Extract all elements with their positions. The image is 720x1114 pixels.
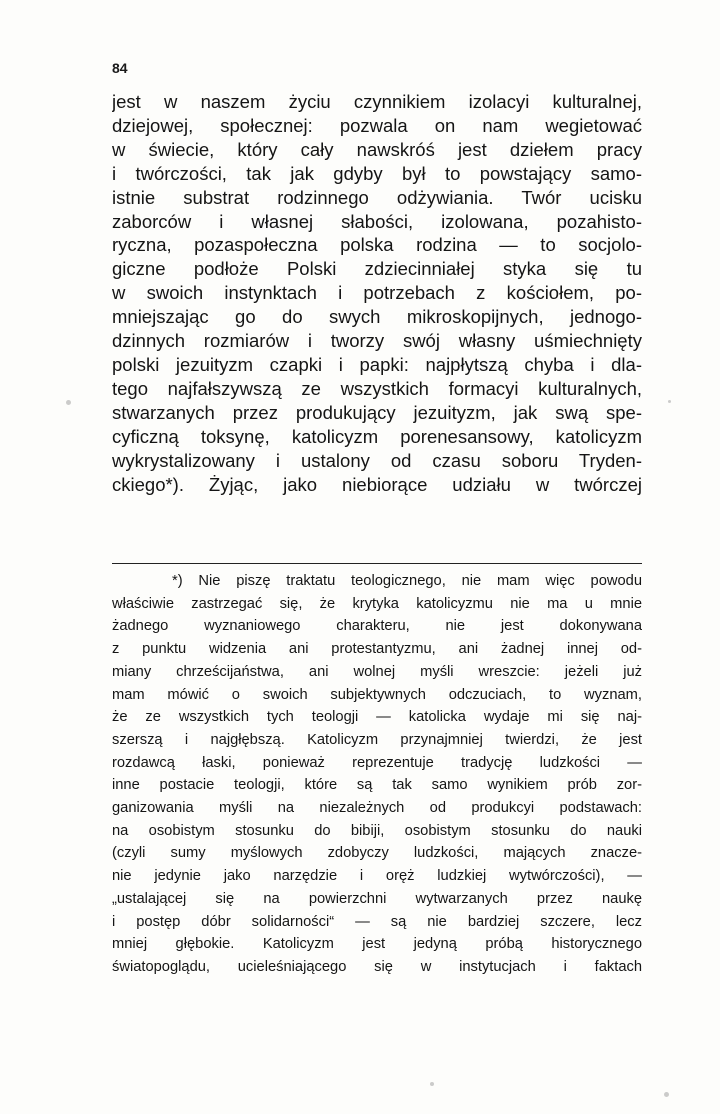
footnote-line: z punktu widzenia ani protestantyzmu, ani żadnej innej od- — [112, 641, 642, 658]
footnote-line: na osobistym stosunku do bibiji, osobistym stosunku do nauki — [112, 822, 642, 839]
text-line: wykrystalizowany i ustalony od czasu soboru Tryden- — [112, 449, 642, 471]
footnote-line: żadnego wyznaniowego charakteru, nie jest dokonywana — [112, 618, 642, 635]
footnote-line: rozdawcą łaski, ponieważ reprezentuje tradycję ludzkości — — [112, 754, 642, 771]
page-number: 84 — [112, 60, 128, 76]
text-line: w świecie, który cały nawskróś jest dziełem pracy — [112, 138, 642, 160]
paper-speck — [66, 400, 71, 405]
footnote-line: inne postacie teologji, które są tak samo wynikiem prób zor- — [112, 777, 642, 794]
footnote-line: i postęp dóbr solidarności“ — są nie bardziej szczere, lecz — [112, 913, 642, 930]
footnote-line: mam mówić o swoich subjektywnych odczuciach, to wyznam, — [112, 686, 642, 703]
footnote-line: „ustalającej się na powierzchni wytwarzanych przez naukę — [112, 890, 642, 907]
text-line: tego najfałszywszą ze wszystkich formacyi kulturalnych, — [112, 377, 642, 399]
text-line: ryczna, pozaspołeczna polska rodzina — to socjolo- — [112, 234, 642, 256]
text-line: jest w naszem życiu czynnikiem izolacyi kulturalnej, — [112, 91, 642, 112]
text-line: w swoich instynktach i potrzebach z kościołem, po- — [112, 282, 642, 304]
text-line: zaborców i własnej słabości, izolowana, pozahisto- — [112, 210, 642, 232]
footnote-block — [112, 570, 642, 979]
text-line: dzinnych rozmiarów i tworzy swój własny uśmiechnięty — [112, 330, 642, 352]
paper-speck — [664, 1092, 669, 1097]
text-line: cyficzną toksynę, katolicyzm porenesansowy, katolicyzm — [112, 425, 642, 447]
footnote-line: właściwie zastrzegać się, że krytyka katolicyzmu nie ma u mnie — [112, 595, 642, 612]
paper-speck — [668, 400, 671, 403]
text-line: mniejszając go do swych mikroskopijnych, jednogo- — [112, 306, 642, 328]
footnote-line: ganizowania myśli na niezależnych od produkcyi podstawach: — [112, 800, 642, 817]
footnote-line: miany chrześcijaństwa, ani wolnej myśli wreszcie: jeżeli już — [112, 663, 642, 680]
text-line: ckiego*). Żyjąc, jako niebiorące udziału w twórczej — [112, 473, 642, 495]
footnote-line: *) Nie piszę traktatu teologicznego, nie mam więc powodu — [172, 573, 642, 589]
text-line: polski jezuityzm czapki i papki: najpłytszą chyba i dla- — [112, 353, 642, 375]
text-line: i twórczości, tak jak gdyby był to powstający samo- — [112, 162, 642, 184]
footnote-line: mniej głębokie. Katolicyzm jest jedyną próbą historycznego — [112, 936, 642, 953]
text-line: stwarzanych przez produkujący jezuityzm, jak swą spe- — [112, 401, 642, 423]
footnote-line: światopoglądu, ucieleśniającego się w instytucjach i faktach — [112, 958, 642, 975]
footnote-line: nie jedynie jako narzędzie i oręż ludzkiej wytwórczości), — — [112, 868, 642, 885]
footnote-line: (czyli sumy myślowych zdobyczy ludzkości, mających znacze- — [112, 845, 642, 862]
footnote-line: szerszą i najgłębszą. Katolicyzm przynajmniej twierdzi, że jest — [112, 731, 642, 748]
footnote-divider — [112, 563, 642, 564]
main-text-block — [112, 90, 642, 496]
text-line: dziejowej, społecznej: pozwala on nam wegietować — [112, 114, 642, 136]
text-line: giczne podłoże Polski zdziecinniałej styka się tu — [112, 258, 642, 280]
footnote-line: że ze wszystkich tych teologji — katolicka wydaje mi się naj- — [112, 709, 642, 726]
paper-speck — [430, 1082, 434, 1086]
text-line: istnie substrat rodzinnego odżywiania. Twór ucisku — [112, 186, 642, 208]
